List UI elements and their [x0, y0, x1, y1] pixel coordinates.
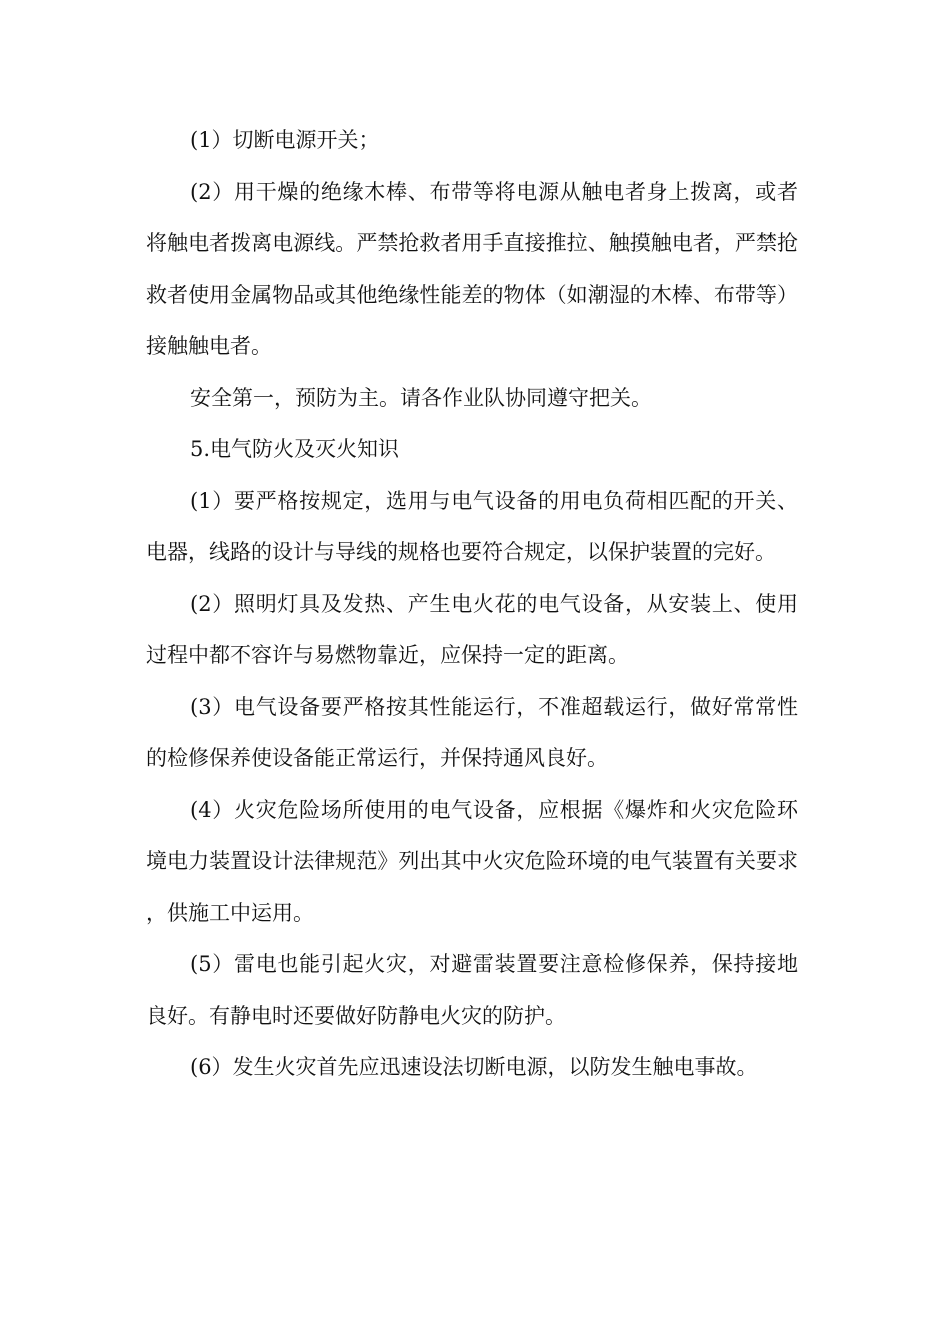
paragraph-item-5: (5）雷电也能引起火灾，对避雷装置要注意检修保养，保持接地良好。有静电时还要做好防静电火灾的防护。: [146, 952, 798, 1028]
paragraph-item-4: (4）火灾危险场所使用的电气设备，应根据《爆炸和火灾危险环境电力装置设计法律规范》列出其中火灾危险环境的电气装置有关要求，供施工中运用。: [146, 797, 798, 925]
document-body: [146, 115, 798, 1094]
paragraph-item-6: (6）发生火灾首先应迅速设法切断电源，以防发生触电事故。: [190, 1055, 758, 1079]
paragraph-item-2: (2）照明灯具及发热、产生电火花的电气设备，从安装上、使用过程中都不容许与易燃物靠近，应保持一定的距离。: [146, 591, 798, 667]
paragraph-item-1: (1）要严格按规定，选用与电气设备的用电负荷相匹配的开关、电器，线路的设计与导线的规格也要符合规定，以保护装置的完好。: [146, 488, 798, 564]
paragraph-cut-power-switch: (1）切断电源开关；: [190, 128, 380, 152]
section-heading-fire-prevention: 5.电气防火及灭火知识: [190, 437, 400, 461]
paragraph-safety-first: 安全第一，预防为主。请各作业队协同遵守把关。: [190, 385, 652, 410]
paragraph-separate-victim: (2）用干燥的绝缘木棒、布带等将电源从触电者身上拨离，或者将触电者拨离电源线。严禁抢救者用手直接推拉、触摸触电者，严禁抢救者使用金属物品或其他绝缘性能差的物体（如潮湿的木棒、布带等）接触触电者。: [146, 179, 798, 358]
paragraph-item-3: (3）电气设备要严格按其性能运行，不准超载运行，做好常常性的检修保养使设备能正常运行，并保持通风良好。: [146, 694, 798, 770]
